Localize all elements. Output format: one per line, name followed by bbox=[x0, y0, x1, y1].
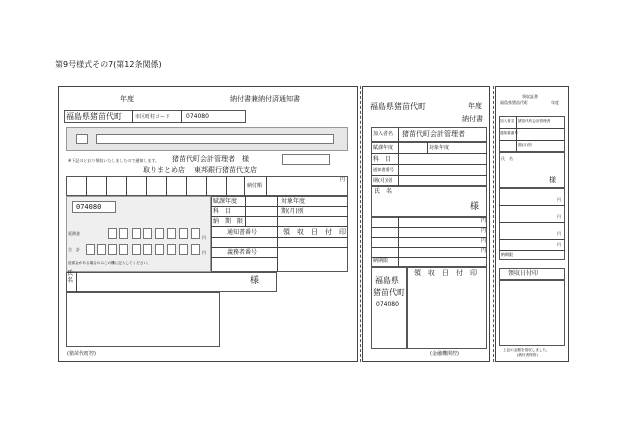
middle-footer: (金融機関控) bbox=[430, 351, 459, 357]
left-tax-year: 賦課年度 bbox=[213, 198, 238, 205]
form-title: 第9号様式その7(第12条関係) bbox=[55, 60, 162, 69]
middle-target-year: 対象年度 bbox=[429, 145, 450, 151]
left-gokei-yen: 円 bbox=[202, 250, 206, 255]
right-stamp-title: 領収日付印 bbox=[508, 270, 539, 277]
right-footer-1: 上記の金額を領収しました。 bbox=[503, 348, 550, 352]
middle-period: 期(月)別 bbox=[373, 178, 392, 184]
left-notice-text: ※下記のとおり領収いたしましたので通知します。 bbox=[68, 158, 160, 163]
left-doc-title: 納付書兼納付済通知書 bbox=[230, 95, 300, 103]
left-subject: 科 目 bbox=[213, 208, 232, 215]
middle-stamp-box bbox=[407, 267, 487, 349]
left-code-box-value: 074080 bbox=[76, 203, 102, 211]
middle-yen-3: 円 bbox=[481, 238, 487, 244]
right-yen-4: 円 bbox=[557, 242, 561, 247]
right-sama: 様 bbox=[549, 176, 556, 184]
left-obligor-no: 義務者番号 bbox=[227, 249, 258, 256]
middle-tax-year: 賦課年度 bbox=[373, 145, 394, 151]
left-target-year: 対象年度 bbox=[281, 198, 306, 205]
right-joined-label: 加入者名 bbox=[500, 119, 515, 123]
left-sama: 様 bbox=[250, 276, 260, 286]
right-footer-2: (納付者保管) bbox=[517, 353, 538, 357]
left-collector-label: 取りまとめ店 bbox=[143, 166, 185, 174]
middle-joined-label: 加入者名 bbox=[373, 131, 394, 137]
middle-town-block-1: 福島県 bbox=[375, 276, 399, 285]
middle-stamp-title: 領 収 日 付 印 bbox=[414, 269, 477, 277]
middle-sama: 様 bbox=[470, 202, 480, 212]
left-collector-value: 東邦銀行猪苗代支店 bbox=[194, 166, 257, 174]
left-due-label: 納付額 bbox=[247, 183, 263, 189]
right-notice-no: 通知書番号 bbox=[500, 131, 518, 135]
right-stamp-box bbox=[499, 280, 565, 346]
middle-year-label: 年度 bbox=[468, 102, 482, 110]
middle-yen-4: 円 bbox=[481, 248, 487, 254]
left-kaishu-label: 延滞金 bbox=[68, 231, 80, 236]
left-code-label: 市区町村コード bbox=[135, 114, 171, 120]
right-year-label: 年度 bbox=[551, 100, 559, 105]
right-town: 福島県猪苗代町 bbox=[500, 100, 528, 105]
right-yen-3: 円 bbox=[557, 231, 561, 236]
left-notice-no: 通知書番号 bbox=[227, 229, 258, 236]
right-receipt-title: 領収証書 bbox=[522, 94, 538, 99]
middle-yen-2: 円 bbox=[481, 228, 487, 234]
middle-notice-no: 通知書番号 bbox=[373, 167, 394, 172]
middle-subject: 科 目 bbox=[373, 156, 392, 163]
right-due-date: 納期限 bbox=[501, 252, 513, 257]
middle-name-label: 氏 名 bbox=[374, 188, 393, 195]
left-due-date: 納 期 限 bbox=[213, 218, 244, 225]
left-kaishu-yen: 円 bbox=[202, 235, 206, 240]
left-period: 期(月)別 bbox=[281, 208, 304, 215]
middle-town-block-2: 猪苗代町 bbox=[373, 288, 405, 297]
left-amount-field[interactable] bbox=[96, 134, 334, 144]
middle-prefecture-town: 福島県猪苗代町 bbox=[370, 102, 426, 111]
middle-doc-title: 納付書 bbox=[462, 115, 483, 123]
right-period: 期(月)別 bbox=[518, 143, 532, 147]
left-year-label: 年度 bbox=[120, 95, 134, 103]
left-stamp-title: 領 収 日 付 印 bbox=[283, 228, 346, 236]
right-joined-value: 猪苗代町会計管理者 bbox=[518, 119, 551, 123]
left-blank-area bbox=[66, 292, 220, 347]
left-treasurer-box bbox=[282, 154, 330, 165]
left-name-label: 氏名 bbox=[67, 270, 74, 284]
separator-left bbox=[360, 86, 361, 362]
right-yen-2: 円 bbox=[557, 214, 561, 219]
middle-town-code: 074080 bbox=[376, 301, 399, 308]
left-yen-unit: 円 bbox=[340, 177, 346, 183]
middle-due-date: 納期限 bbox=[373, 258, 389, 264]
right-name-label: 氏 名 bbox=[501, 156, 513, 161]
middle-joined-value: 猪苗代町会計管理者 bbox=[402, 130, 465, 138]
separator-right bbox=[493, 86, 494, 362]
right-yen-1: 円 bbox=[557, 197, 561, 202]
left-prefecture-town: 福島県猪苗代町 bbox=[66, 112, 122, 121]
middle-yen-1: 円 bbox=[481, 218, 487, 224]
left-amount-grid bbox=[66, 176, 348, 196]
middle-amount-table bbox=[371, 217, 487, 267]
left-gokei-label: 合 計 bbox=[68, 247, 80, 252]
left-small-note: 延滞金がある場合のみこの欄に記入してください。 bbox=[68, 261, 151, 265]
left-name-row bbox=[66, 272, 277, 292]
left-checkbox[interactable] bbox=[76, 134, 88, 144]
left-treasurer: 猪苗代町会計管理者 様 bbox=[172, 155, 249, 163]
left-footer: (猪苗代町控) bbox=[67, 351, 96, 357]
left-code-value: 074080 bbox=[186, 113, 209, 120]
